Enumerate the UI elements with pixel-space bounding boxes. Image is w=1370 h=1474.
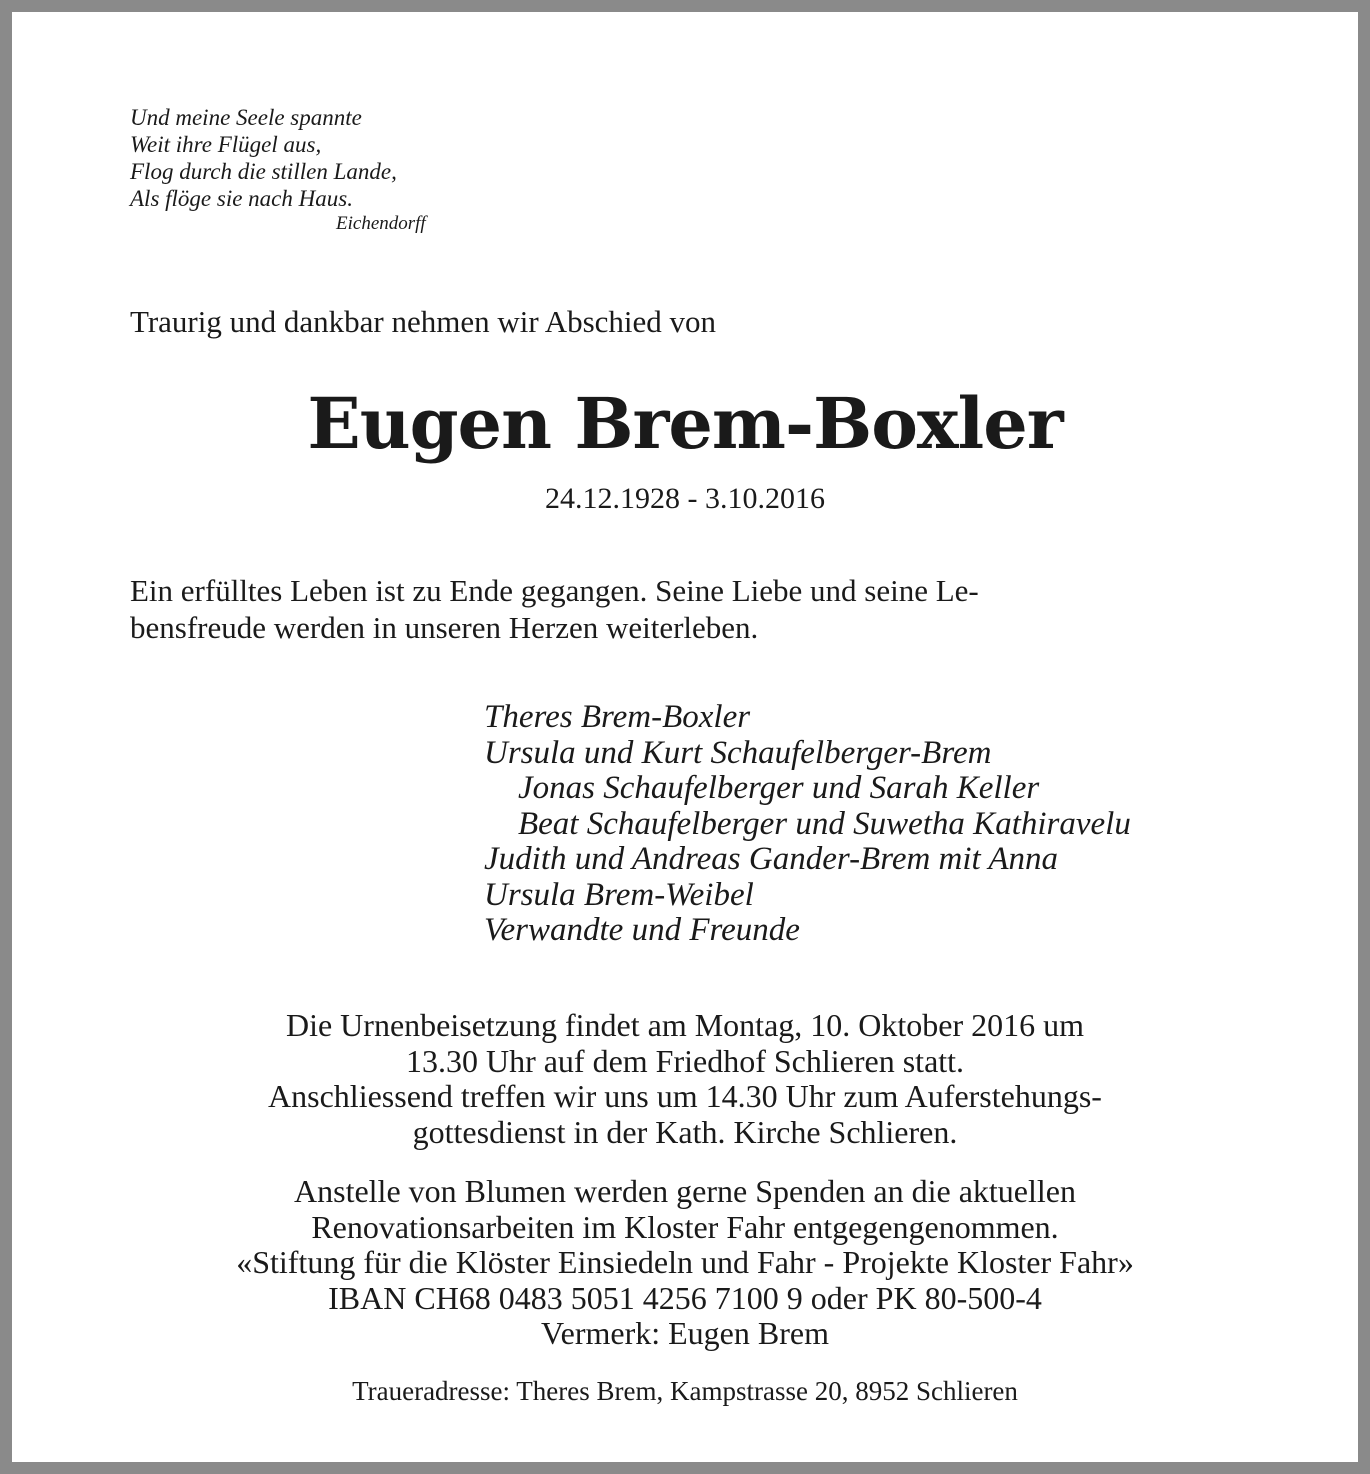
- poem-line: Als flöge sie nach Haus.: [130, 186, 353, 211]
- poem: [130, 104, 426, 236]
- mourner: Theres Brem-Boxler: [484, 699, 751, 735]
- poem-author: Eichendorff: [336, 213, 426, 234]
- tribute-text: [130, 572, 1240, 646]
- service-info: [12, 1008, 1358, 1150]
- poem-line: Weit ihre Flügel aus,: [130, 132, 322, 157]
- donation-line: Anstelle von Blumen werden gerne Spenden an die aktuellen: [294, 1173, 1076, 1209]
- donation-line: «Stiftung für die Klöster Einsiedeln und Fahr - Projekte Kloster Fahr»: [236, 1244, 1134, 1280]
- obituary-page: [12, 12, 1358, 1462]
- service-line: Die Urnenbeisetzung findet am Montag, 10. Oktober 2016 um: [285, 1007, 1085, 1043]
- service-line: Anschliessend treffen wir uns um 14.30 Uhr zum Auferstehungs-: [268, 1078, 1102, 1114]
- donation-line: IBAN CH68 0483 5051 4256 7100 9 oder PK 80-500-4: [328, 1279, 1042, 1316]
- mourner: Judith und Andreas Gander-Brem mit Anna: [484, 841, 1059, 877]
- poem-line: Flog durch die stillen Lande,: [130, 159, 397, 184]
- mourning-address: Traueradresse: Theres Brem, Kampstrasse 20, 8952 Schlieren: [352, 1376, 1018, 1406]
- mourner: Jonas Schaufelberger und Sarah Keller: [518, 770, 1040, 806]
- mourner: Ursula Brem-Weibel: [484, 876, 754, 913]
- donation-line: Vermerk: Eugen Brem: [541, 1315, 829, 1351]
- tribute-line: Ein erfülltes Leben ist zu Ende gegangen. Seine Liebe und seine Le-: [130, 573, 979, 608]
- life-dates: 24.12.1928 - 3.10.2016: [545, 482, 825, 515]
- deceased-name: Eugen Brem-Boxler: [307, 382, 1063, 465]
- donation-line: Renovationsarbeiten im Kloster Fahr entgegengenommen.: [311, 1208, 1059, 1245]
- tribute-line: bensfreude werden in unseren Herzen weiterleben.: [130, 610, 759, 645]
- intro-text: Traurig und dankbar nehmen wir Abschied von: [130, 304, 717, 339]
- service-line: 13.30 Uhr auf dem Friedhof Schlieren statt.: [405, 1042, 965, 1079]
- poem-line: Und meine Seele spannte: [130, 105, 362, 130]
- donation-info: [12, 1174, 1358, 1352]
- service-line: gottesdienst in der Kath. Kirche Schlieren.: [412, 1113, 958, 1150]
- mourner: Beat Schaufelberger und Suwetha Kathiravelu: [518, 805, 1131, 842]
- mourner: Ursula und Kurt Schaufelberger-Brem: [484, 734, 992, 771]
- mourners-list: [484, 700, 1131, 949]
- mourner: Verwandte und Freunde: [484, 912, 800, 948]
